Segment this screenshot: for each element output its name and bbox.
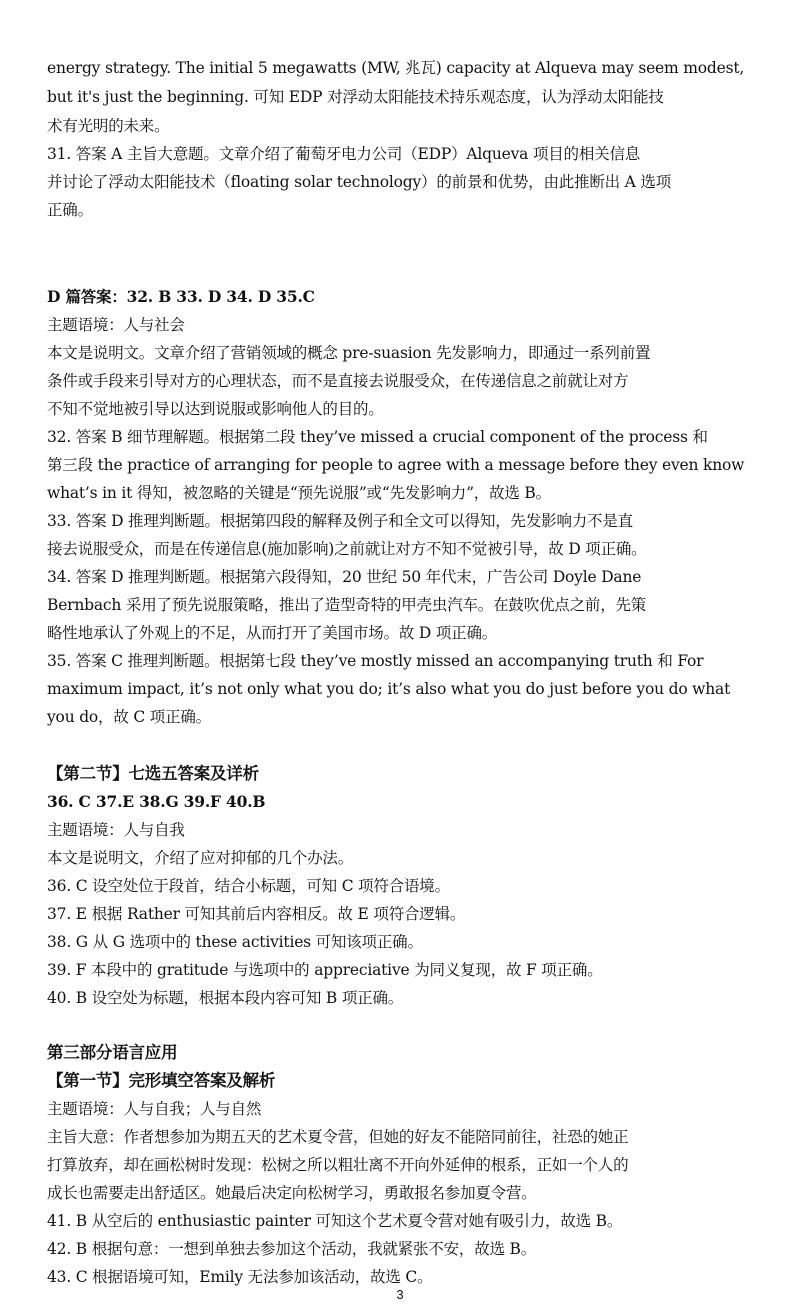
text-line: maximum impact, it’s not only what you do; it’s also what you do just before you do what [47, 680, 731, 698]
section-2-answers: 36. C 37.E 38.G 39.F 40.B [47, 792, 266, 811]
page-number: 3 [396, 1287, 404, 1302]
text-line: 本文是说明文，介绍了应对抑郁的几个办法。 [47, 849, 354, 867]
answer-38-line: 38. G 从 G 选项中的 these activities 可知该项正确。 [47, 933, 423, 951]
answer-35-line: 35. 答案 C 推理判断题。根据第七段 they’ve mostly missed an accompanying truth 和 For [47, 652, 704, 670]
text-line: 第三段 the practice of arranging for people to agree with a message before they even know [47, 456, 745, 474]
text-line: 成长也需要走出舒适区。她最后决定向松树学习，勇敢报名参加夏令营。 [47, 1184, 537, 1202]
text-line: 条件或手段来引导对方的心理状态，而不是直接去说服受众，在传递信息之前就让对方 [47, 372, 629, 390]
answer-32-line: 32. 答案 B 细节理解题。根据第二段 they’ve missed a crucial component of the process 和 [47, 428, 708, 446]
text-line: 不知不觉地被引导以达到说服或影响他人的目的。 [47, 400, 384, 418]
section-2-heading: 【第二节】七选五答案及详析 [47, 764, 259, 783]
text-line: Bernbach 采用了预先说服策略，推出了造型奇特的甲壳虫汽车。在鼓吹优点之前，先策 [47, 596, 647, 614]
answer-43-line: 43. C 根据语境可知，Emily 无法参加该活动，故选 C。 [47, 1268, 433, 1286]
theme-context: 主题语境：人与社会 [47, 316, 185, 334]
answer-40-line: 40. B 设空处为标题，根据本段内容可知 B 项正确。 [47, 989, 404, 1007]
theme-context: 主题语境：人与自我 [47, 821, 185, 839]
text-line: but it's just the beginning. 可知 EDP 对浮动太阳能技术持乐观态度，认为浮动太阳能技 [47, 88, 664, 106]
text-line: 本文是说明文。文章介绍了营销领域的概念 pre-suasion 先发影响力，即通过一系列前置 [47, 344, 651, 362]
text-line: 略性地承认了外观上的不足，从而打开了美国市场。故 D 项正确。 [47, 624, 498, 642]
answer-36-line: 36. C 设空处位于段首，结合小标题，可知 C 项符合语境。 [47, 877, 450, 895]
answer-42-line: 42. B 根据句意：一想到单独去参加这个活动，我就紧张不安，故选 B。 [47, 1240, 537, 1258]
text-line: 主旨大意：作者想参加为期五天的艺术夏令营，但她的好友不能陪同前往，社恐的她正 [47, 1128, 629, 1146]
text-line: 术有光明的未来。 [47, 117, 170, 135]
answer-41-line: 41. B 从空后的 enthusiastic painter 可知这个艺术夏令营对她有吸引力，故选 B。 [47, 1212, 623, 1230]
theme-context: 主题语境：人与自我；人与自然 [47, 1100, 262, 1118]
text-line: 打算放弃，却在画松树时发现：松树之所以粗壮离不开向外延伸的根系，正如一个人的 [47, 1156, 629, 1174]
section-d-answers: D 篇答案：32. B 33. D 34. D 35.C [47, 287, 315, 306]
text-line: 正确。 [47, 201, 93, 219]
answer-39-line: 39. F 本段中的 gratitude 与选项中的 appreciative 为同义复现，故 F 项正确。 [47, 961, 603, 979]
cloze-heading: 【第一节】完形填空答案及解析 [47, 1071, 276, 1090]
answer-31-line: 31. 答案 A 主旨大意题。文章介绍了葡萄牙电力公司（EDP）Alqueva 项目的相关信息 [47, 145, 641, 163]
answer-33-line: 33. 答案 D 推理判断题。根据第四段的解释及例子和全文可以得知，先发影响力不是直 [47, 512, 633, 530]
part-3-heading: 第三部分语言应用 [47, 1043, 178, 1062]
text-line: energy strategy. The initial 5 megawatts (MW, 兆瓦) capacity at Alqueva may seem modest, [47, 59, 745, 77]
text-line: what’s in it 得知，被忽略的关键是“预先说服”或“先发影响力”，故选 B。 [47, 484, 551, 502]
answer-37-line: 37. E 根据 Rather 可知其前后内容相反。故 E 项符合逻辑。 [47, 905, 466, 923]
text-line: you do，故 C 项正确。 [47, 708, 211, 726]
text-line: 接去说服受众，而是在传递信息(施加影响)之前就让对方不知不觉被引导，故 D 项正确。 [47, 540, 647, 558]
answer-34-line: 34. 答案 D 推理判断题。根据第六段得知，20 世纪 50 年代末，广告公司 Doyle Dane [47, 568, 642, 586]
text-line: 并讨论了浮动太阳能技术（floating solar technology）的前景和优势，由此推断出 A 选项 [47, 173, 672, 191]
